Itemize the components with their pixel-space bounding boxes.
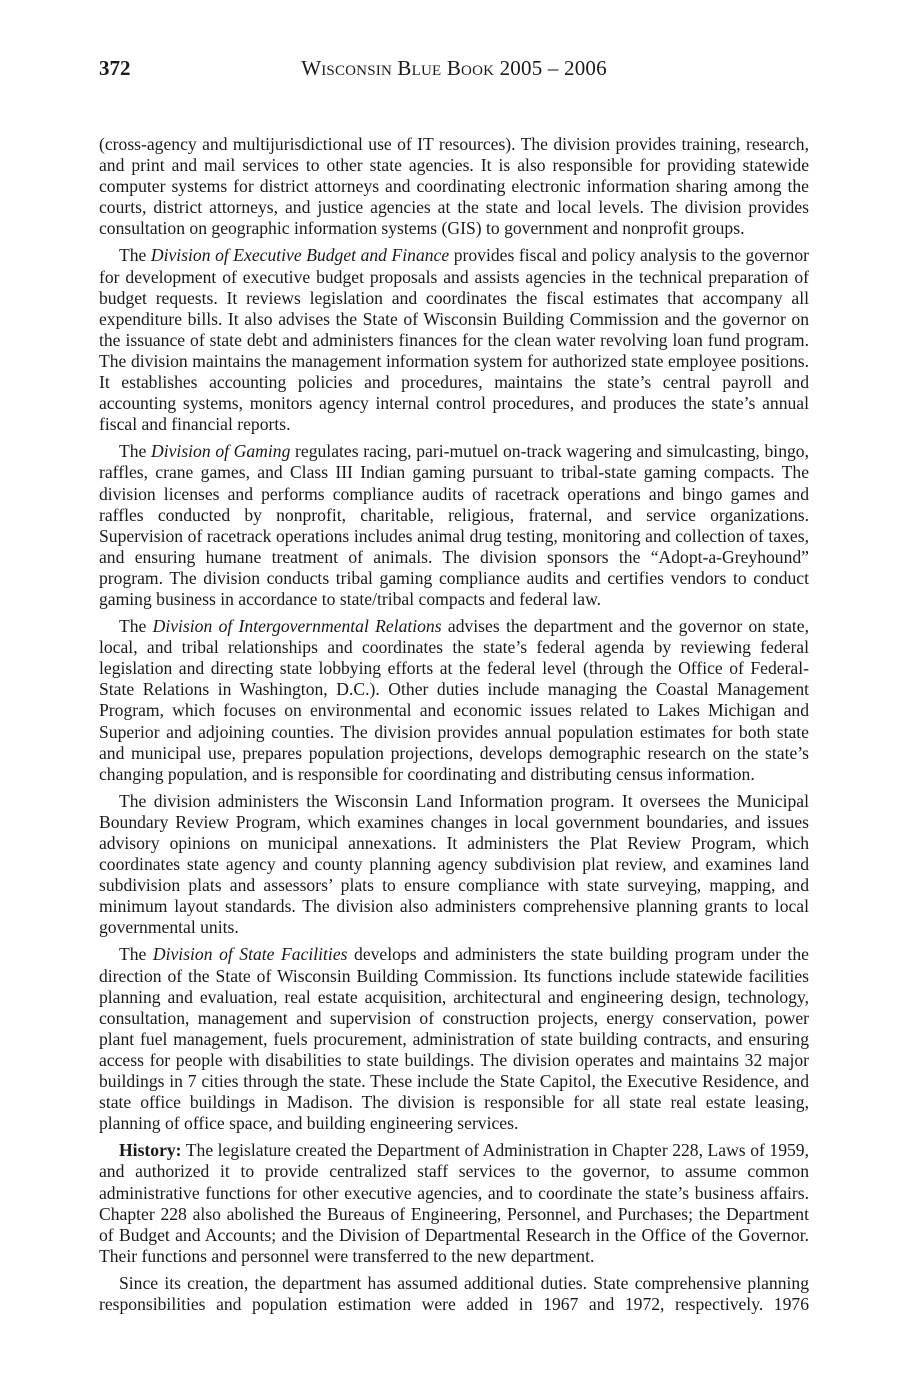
paragraph-additional-duties: Since its creation, the department has assumed additional duties. State comprehensive planning responsibilities and population estimation were added in 1967 and 1972, respectively. 1976 <box>99 1272 809 1314</box>
division-name: Division of State Facilities <box>152 944 348 965</box>
division-name: Division of Executive Budget and Finance <box>150 245 450 266</box>
paragraph-it-services: (cross-agency and multijurisdictional use of IT resources). The division provides training, research, and print and mail services to other state agencies. It is also responsible for providing statewide computer systems for district attorneys and coordinating electronic information sharing among the courts, district attorneys, and justice agencies at the state and local levels. The division provides consultation on geographic information systems (GIS) to government and nonprofit groups. <box>99 134 809 239</box>
division-name: Division of Gaming <box>151 441 291 462</box>
running-title: Wisconsin Blue Book 2005 – 2006 <box>301 56 607 80</box>
body-text <box>99 134 809 1321</box>
paragraph-state-facilities: The Division of State Facilities develops and administers the state building program under the direction of the State of Wisconsin Building Commission. Its functions include statewide facilities planning and evaluation, real estate acquisition, architectural and engineering design, technology, consultation, management and supervision of construction projects, energy conservation, power plant fuel management, fuels procurement, administration of state building contracts, and ensuring access for people with disabilities to state buildings. The division operates and maintains 32 major buildings in 7 cities through the state. These include the State Capitol, the Executive Residence, and state office buildings in Madison. The division is responsible for all state real estate leasing, planning of office space, and building engineering services. <box>99 944 809 1134</box>
page-number: 372 <box>99 56 131 80</box>
paragraph-history: History: The legislature created the Department of Administration in Chapter 228, Laws of 1959, and authorized it to provide centralized staff services to the governor, to assume common administrative functions for other executive agencies, and to coordinate the state’s business affairs. Chapter 228 also abolished the Bureaus of Engineering, Personnel, and Purchases; the Department of Budget and Accounts; and the Division of Departmental Research in the Office of the Governor. Their functions and personnel were transferred to the new department. <box>99 1140 809 1266</box>
page-header <box>99 52 809 84</box>
paragraph-intergovernmental: The Division of Intergovernmental Relations advises the department and the governor on state, local, and tribal relationships and coordinates the state’s federal agenda by reviewing federal legislation and directing state lobbying efforts at the federal level (through the Office of Federal-State Relations in Washington, D.C.). Other duties include managing the Coastal Management Program, which focuses on environmental and economic issues related to Lakes Michigan and Superior and adjoining counties. The division provides annual population estimates for both state and municipal use, prepares population projections, develops demographic research on the state’s changing population, and is responsible for coordinating and distributing census information. <box>99 616 809 784</box>
paragraph-gaming: The Division of Gaming regulates racing, pari-mutuel on-track wagering and simulcasting, bingo, raffles, crane games, and Class III Indian gaming pursuant to tribal-state gaming compacts. The division licenses and performs compliance audits of racetrack operations and bingo games and raffles conducted by nonprofit, charitable, religious, fraternal, and service organizations. Supervision of racetrack operations includes animal drug testing, monitoring and collection of taxes, and ensuring humane treatment of animals. The division sponsors the “Adopt-a-Greyhound” program. The division conducts tribal gaming compliance audits and certifies vendors to conduct gaming business in accordance to state/tribal compacts and federal law. <box>99 441 809 609</box>
history-heading: History: <box>119 1140 182 1161</box>
division-name: Division of Intergovernmental Relations <box>152 616 442 637</box>
paragraph-land-information: The division administers the Wisconsin Land Information program. It oversees the Municipal Boundary Review Program, which examines changes in local government boundaries, and issues advisory opinions on municipal annexations. It administers the Plat Review Program, which coordinates state agency and county planning agency subdivision plat review, and examines land subdivision plats and assessors’ plats to ensure compliance with state surveying, mapping, and minimum layout standards. The division also administers comprehensive planning grants to local governmental units. <box>99 790 809 938</box>
paragraph-executive-budget: The Division of Executive Budget and Finance provides fiscal and policy analysis to the governor for development of executive budget proposals and assists agencies in the technical preparation of budget requests. It reviews legislation and coordinates the fiscal estimates that accompany all expenditure bills. It also advises the State of Wisconsin Building Commission and the governor on the issuance of state debt and administers finances for the clean water revolving loan fund program. The division maintains the management information system for authorized state employee positions. It establishes accounting policies and procedures, maintains the state’s central payroll and accounting systems, monitors agency internal control procedures, and produces the state’s annual fiscal and financial reports. <box>99 245 809 435</box>
